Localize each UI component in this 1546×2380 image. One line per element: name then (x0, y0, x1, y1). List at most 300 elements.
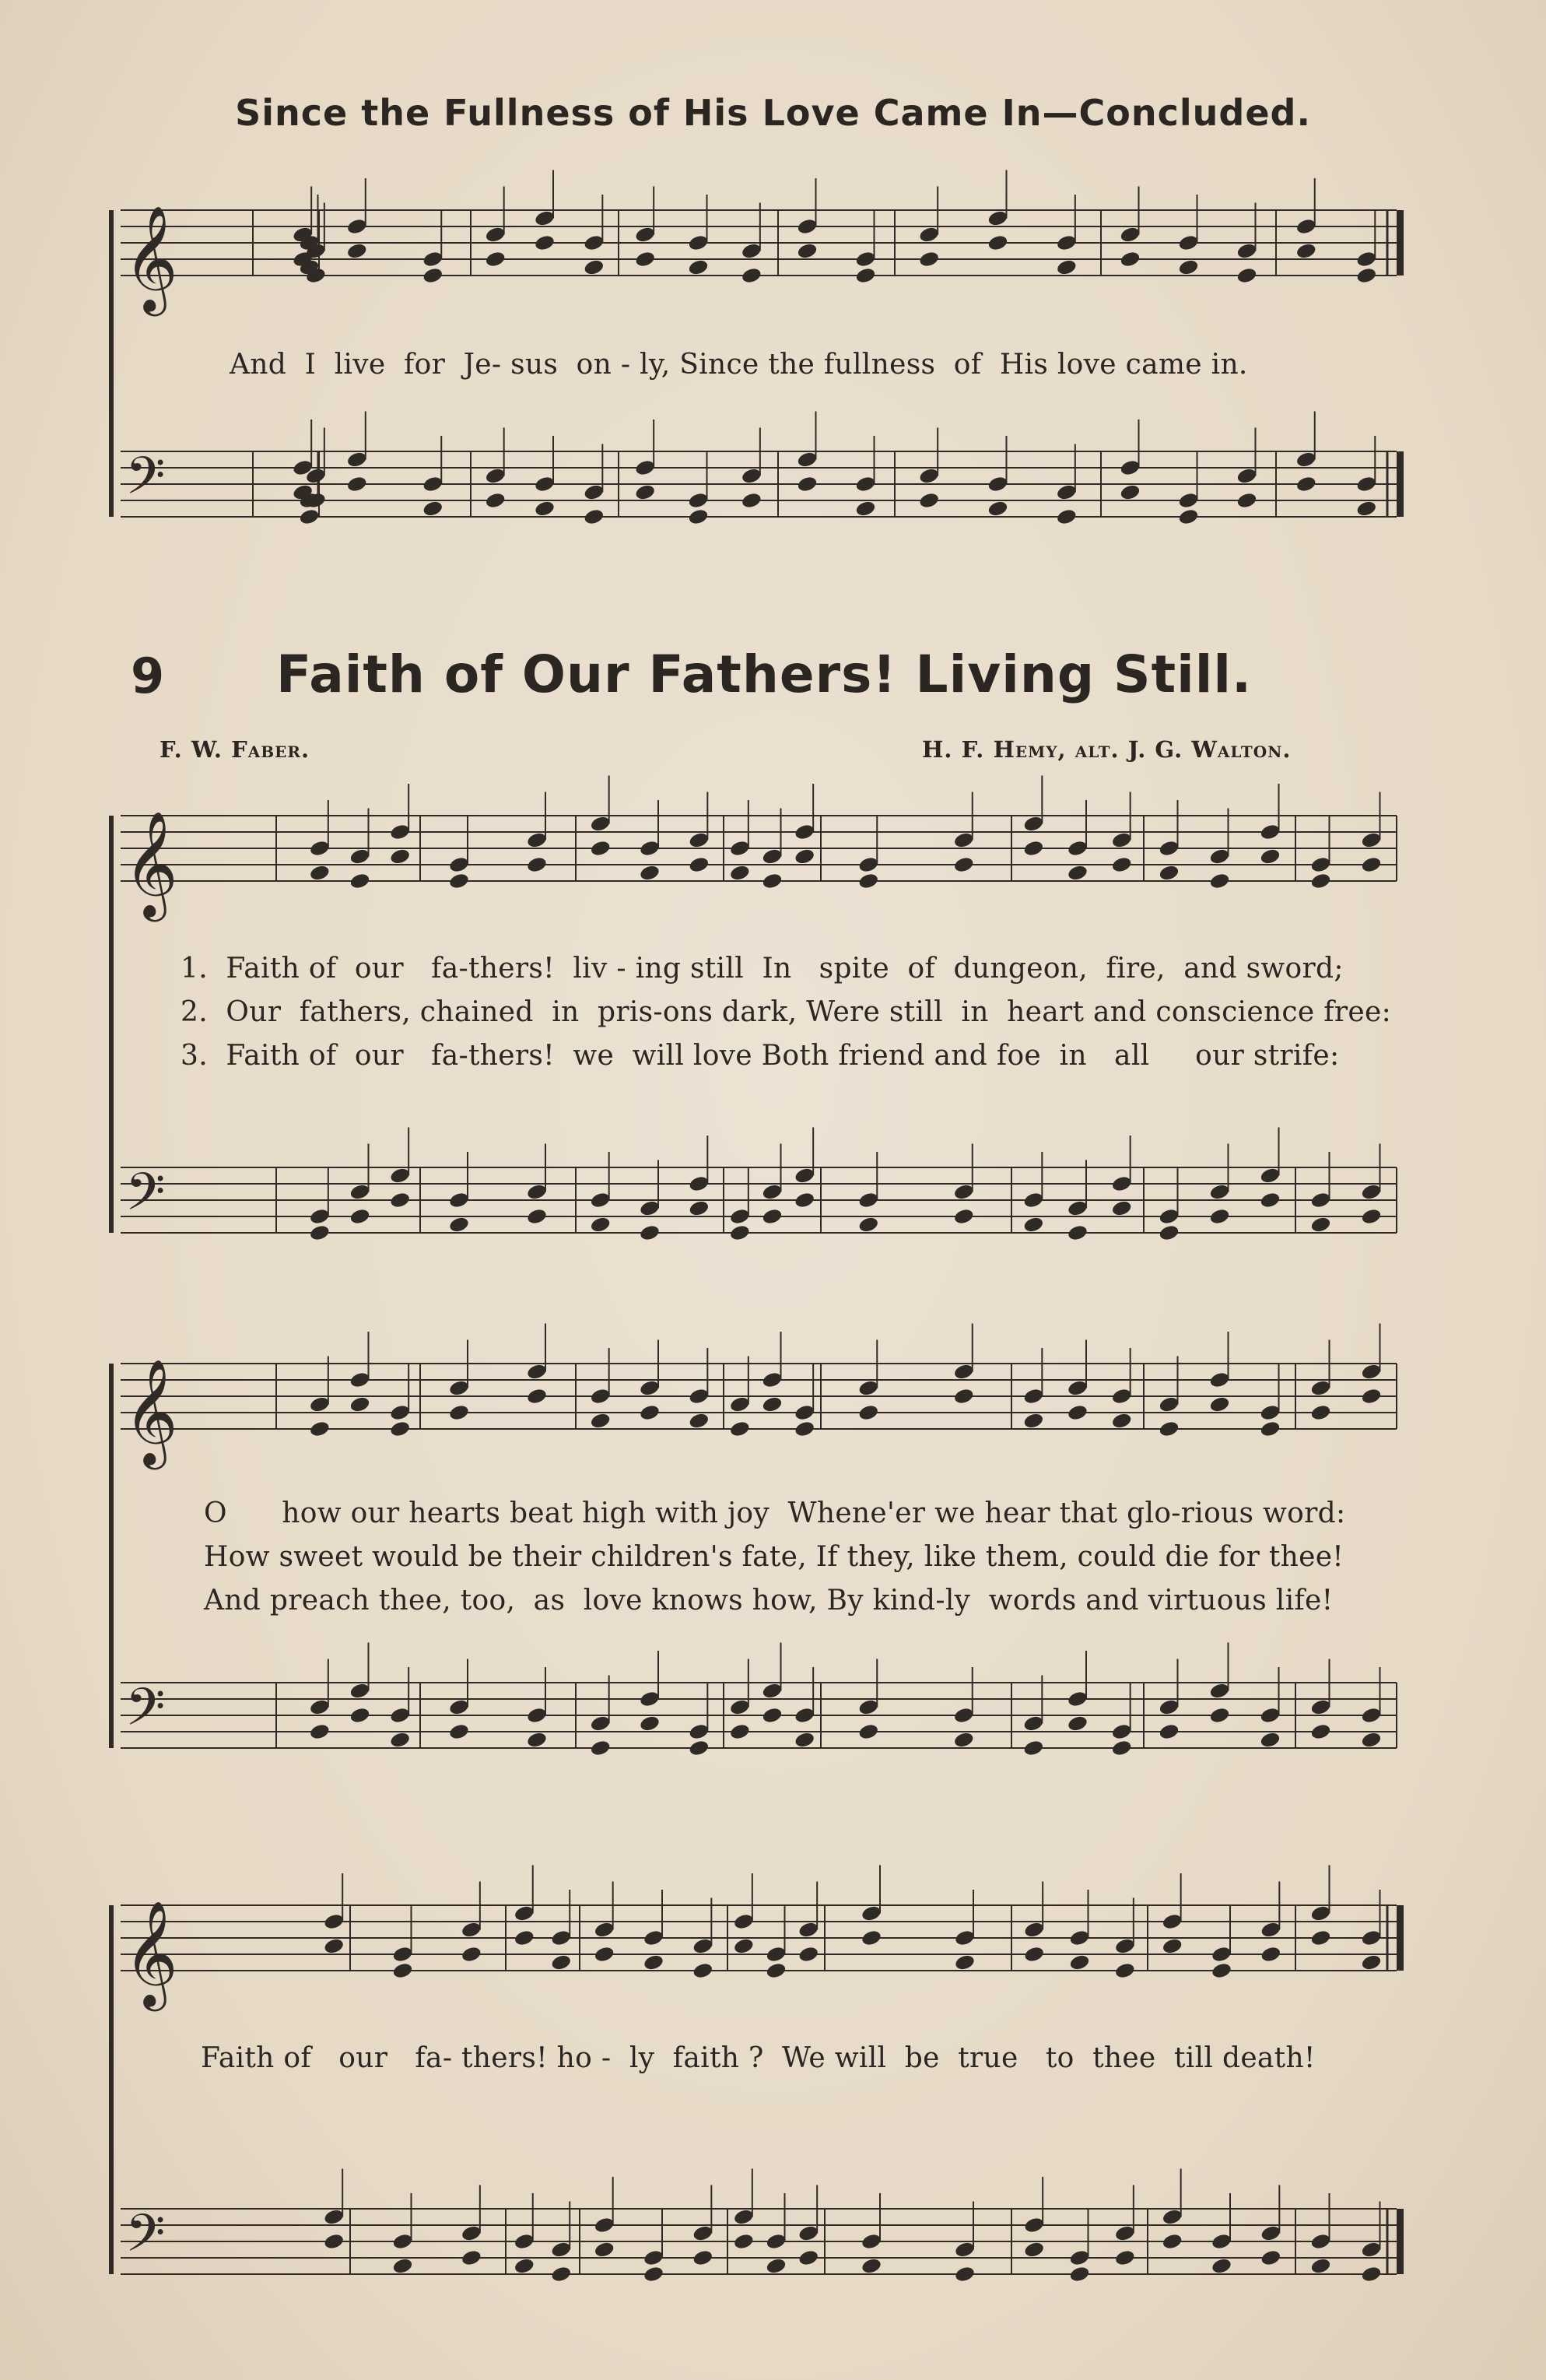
system-2-bass-note (526, 1207, 548, 1225)
system-4-treble-note (594, 1945, 615, 1963)
system-4-treble-note (1068, 1929, 1090, 1946)
system-2-bass-note (1360, 1207, 1382, 1225)
system-1-treble-note (1119, 250, 1141, 268)
system-1-bass-note (1056, 507, 1078, 525)
system-3-treble-note (1360, 1363, 1382, 1381)
system-2-bass-note (794, 1191, 815, 1209)
system-3-treble-note (1309, 1379, 1331, 1397)
system-1-bass-note (534, 500, 556, 518)
system-2-treble-note (1309, 855, 1331, 873)
system-3-bass-note (857, 1698, 879, 1716)
system-2-treble-note (857, 855, 879, 873)
system-2-bass-note (857, 1216, 879, 1234)
system-1-bass-note (1119, 458, 1141, 476)
system-2-treble-note (1259, 848, 1281, 865)
system-2-bass-note (590, 1216, 612, 1234)
system-1-bass-note (796, 451, 818, 469)
system-2-bass-note (448, 1216, 470, 1234)
system-1-bass-clef: 𝄢 (125, 446, 166, 518)
system-2-bass-note (1022, 1191, 1044, 1209)
system-1-treble-note (583, 258, 605, 276)
system-3-treble-note (389, 1403, 411, 1421)
system-3-treble-note (688, 1412, 710, 1430)
system-4-treble-note (391, 1945, 413, 1963)
system-3-treble-note (794, 1420, 815, 1437)
system-3-treble-note (389, 1420, 411, 1437)
music-credit: H. F. Hemy, alt. J. G. Walton. (922, 736, 1292, 763)
system-1-bass-note (918, 467, 940, 485)
system-4-bass-note (798, 2248, 819, 2266)
system-4-treble-note (1360, 1953, 1382, 1971)
system-1-treble-note (687, 258, 709, 276)
system-4-bass-note (1260, 2248, 1281, 2266)
system-1-treble-note (1177, 233, 1199, 251)
system-4-bass-note (733, 2208, 755, 2226)
system-4-treble-note (861, 1929, 882, 1946)
system-3-bass-note (1158, 1698, 1180, 1716)
system-3-bass-note (1208, 1682, 1230, 1700)
system-4-treble-note (514, 1929, 535, 1946)
system-3-treble-note (1360, 1387, 1382, 1405)
system-3-treble-note (1259, 1420, 1281, 1437)
system-4-bass-note (643, 2265, 664, 2283)
system-4-bass-note (514, 2257, 535, 2275)
system-2-treble-note (1111, 855, 1133, 873)
system-4-bass-note (1068, 2248, 1090, 2266)
system-4-treble-note (798, 1921, 819, 1939)
system-3-bass-note (389, 1706, 411, 1724)
system-4-bass-note (1023, 2241, 1045, 2259)
system-3-treble-note (590, 1387, 612, 1405)
system-2-bass-note (1208, 1207, 1230, 1225)
system-3-treble-note (1158, 1420, 1180, 1437)
system-2-treble-note (639, 839, 661, 857)
system-4-treble-note (323, 1912, 345, 1930)
system-2-bass-note (389, 1167, 411, 1185)
system-3-bass-note (1208, 1706, 1230, 1724)
system-3-bass-note (1067, 1690, 1089, 1708)
system-4-bass-note (1360, 2241, 1382, 2259)
system-1-treble-note (918, 250, 940, 268)
system-4-treble-note (954, 1929, 976, 1946)
system-4-treble-note (514, 1904, 535, 1922)
system-2-treble-note (309, 839, 331, 857)
system-4-treble-note (1162, 1937, 1183, 1955)
system-4-treble-note (1260, 1921, 1281, 1939)
system-2-bass-note (590, 1191, 612, 1209)
system-2-treble-note (309, 864, 331, 882)
system-3-bass-note (526, 1706, 548, 1724)
system-3-treble-note (1309, 1403, 1331, 1421)
system-4-treble-note (643, 1929, 664, 1946)
system-2-treble-note (1067, 839, 1089, 857)
system-1-treble-note (1177, 258, 1199, 276)
lyric-line: O how our hearts beat high with joy Whene'er we hear that glo-rious word: (204, 1497, 1346, 1529)
system-1-bass-note (346, 475, 368, 493)
system-2-bass-note (1067, 1199, 1089, 1217)
system-2-bass-note (389, 1191, 411, 1209)
system-3-bass-note (1360, 1731, 1382, 1749)
system-2-treble-note (639, 864, 661, 882)
system-4-bass-note (1162, 2208, 1183, 2226)
system-1-bass-note (687, 507, 709, 525)
system-4-bass-note (594, 2216, 615, 2234)
system-3-bass-note (639, 1715, 661, 1732)
system-2-treble-clef: 𝄞 (124, 809, 178, 917)
system-3-treble-note (857, 1379, 879, 1397)
system-4-bass-note (323, 2232, 345, 2250)
system-4-bass-clef: 𝄢 (125, 2203, 166, 2276)
system-2-treble-note (857, 872, 879, 890)
system-1-bass-note (346, 451, 368, 469)
system-3-bass-note (1309, 1722, 1331, 1740)
system-4-bass-thick-barline (1397, 2209, 1404, 2274)
system-2-bass-note (349, 1207, 370, 1225)
system-1-bass-note (1177, 507, 1199, 525)
system-1-treble-note (583, 233, 605, 251)
system-2-bass-clef: 𝄢 (125, 1162, 166, 1234)
system-4-treble-note (550, 1929, 572, 1946)
system-4-treble-note (1211, 1961, 1232, 1979)
system-1-bass-note (1119, 483, 1141, 501)
system-4-treble-note (1309, 1929, 1331, 1946)
system-4-treble-note (692, 1961, 713, 1979)
lyric-line: 2. Our fathers, chained in pris-ons dark, Were still in heart and conscience free: (181, 996, 1392, 1028)
system-2-system-bracket (109, 816, 114, 1233)
system-3-bass-note (526, 1731, 548, 1749)
system-4-bass-note (1114, 2248, 1136, 2266)
system-4-treble-note (1023, 1921, 1045, 1939)
system-2-bass-note (1022, 1216, 1044, 1234)
system-1-treble-note (1236, 242, 1257, 260)
system-3-treble-note (1208, 1395, 1230, 1413)
system-4-treble-note (861, 1904, 882, 1922)
system-3-treble-note (309, 1395, 331, 1413)
system-4-bass-note (861, 2257, 882, 2275)
system-4-treble-note (323, 1937, 345, 1955)
system-2-treble-note (349, 872, 370, 890)
system-4-treble-note (550, 1953, 572, 1971)
system-4-bass-note (391, 2232, 413, 2250)
system-4-bass-note (692, 2224, 713, 2242)
system-3-treble-note (1022, 1412, 1044, 1430)
system-4-bass-note (861, 2232, 882, 2250)
system-3-bass-note (1259, 1706, 1281, 1724)
system-1-bass-note (1295, 475, 1317, 493)
system-4-treble-note (1068, 1953, 1090, 1971)
system-4-bass-note (733, 2232, 755, 2250)
system-4-treble-note (765, 1961, 787, 1979)
system-3-bass-note (1158, 1722, 1180, 1740)
system-3-bass-note (1111, 1722, 1133, 1740)
system-1-treble-note (422, 266, 443, 284)
system-1-treble-note (634, 226, 656, 244)
system-3-bass-note (688, 1739, 710, 1757)
system-1-treble-note (346, 217, 368, 235)
system-2-treble-note (1111, 831, 1133, 849)
system-3-treble-note (1067, 1403, 1089, 1421)
system-4-bass-note (643, 2248, 664, 2266)
system-4-bass-note (594, 2241, 615, 2259)
system-1-bass-note (534, 475, 556, 493)
system-1-treble-note (534, 209, 556, 227)
system-3-bass-note (794, 1731, 815, 1749)
system-3-treble-note (448, 1403, 470, 1421)
system-2-treble-note (761, 872, 783, 890)
system-2-treble-note (1309, 872, 1331, 890)
system-1-treble-note (687, 233, 709, 251)
system-1-treble-note (1295, 217, 1317, 235)
system-4-bass-note (391, 2257, 413, 2275)
system-4-bass-note (1309, 2232, 1331, 2250)
system-1-bass-note (1236, 491, 1257, 509)
system-3-treble-note (349, 1395, 370, 1413)
system-2-treble-note (953, 855, 975, 873)
system-3-treble-note (639, 1403, 661, 1421)
system-2-bass-note (1259, 1191, 1281, 1209)
system-3-bass-note (1022, 1715, 1044, 1732)
system-1-bass-note (1177, 491, 1199, 509)
system-3-treble-note (590, 1412, 612, 1430)
system-1-treble-note (918, 226, 940, 244)
system-2-bass-note (1111, 1199, 1133, 1217)
system-4-bass-note (1068, 2265, 1090, 2283)
system-3-bass-note (688, 1722, 710, 1740)
system-3-bass-note (953, 1706, 975, 1724)
system-3-treble-note (857, 1403, 879, 1421)
system-3-treble-note (1158, 1395, 1180, 1413)
system-4-treble-note (954, 1953, 976, 1971)
system-2-bass-note (1158, 1223, 1180, 1241)
system-3-bass-note (389, 1731, 411, 1749)
system-1-bass-note (583, 483, 605, 501)
system-2-bass-note (309, 1223, 331, 1241)
system-1-bass-note (634, 483, 656, 501)
system-2-treble-note (389, 848, 411, 865)
system-2-bass-note (761, 1183, 783, 1201)
system-1-bass-note (687, 491, 709, 509)
system-4-bass-note (461, 2248, 482, 2266)
system-2-treble-note (953, 831, 975, 849)
system-2-treble-note (590, 815, 612, 833)
system-2-bass-note (1158, 1207, 1180, 1225)
lyric-line: 3. Faith of our fa-thers! we will love Both friend and foe in all our strife: (181, 1040, 1340, 1072)
system-1-bass-note (854, 475, 876, 493)
system-3-treble-note (526, 1363, 548, 1381)
system-2-bass-note (526, 1183, 548, 1201)
system-1-treble-note (741, 266, 762, 284)
system-4-treble-note (1260, 1945, 1281, 1963)
system-1-treble-note (796, 242, 818, 260)
system-4-system-bracket (109, 1905, 114, 2274)
system-4-treble-note (1114, 1961, 1136, 1979)
system-3-bass-note (309, 1698, 331, 1716)
lyric-line: And I live for Je- sus on - ly, Since the fullness of His love came in. (230, 349, 1248, 381)
system-4-bass-note (692, 2248, 713, 2266)
system-2-bass-note (448, 1191, 470, 1209)
system-2-bass-note (688, 1199, 710, 1217)
system-1-bass-note (634, 458, 656, 476)
system-2-bass-note (761, 1207, 783, 1225)
system-1-treble-note (854, 250, 876, 268)
system-2-bass-note (794, 1167, 815, 1185)
system-2-treble-note (794, 823, 815, 841)
lyric-line: 1. Faith of our fa-thers! liv - ing still In spite of dungeon, fire, and sword; (181, 953, 1344, 985)
system-4-bass-note (1360, 2265, 1382, 2283)
system-2-treble-note (1360, 855, 1382, 873)
system-1-treble-note (1355, 250, 1377, 268)
system-1-treble-note (1355, 266, 1377, 284)
system-1-bass-note (298, 507, 320, 525)
system-1-system-bracket (109, 210, 114, 517)
system-3-bass-note (761, 1682, 783, 1700)
system-3-treble-note (1208, 1371, 1230, 1388)
system-4-bass-note (1211, 2232, 1232, 2250)
system-4-treble-note (733, 1937, 755, 1955)
system-2-bass-note (857, 1191, 879, 1209)
system-1-bass-note (1056, 483, 1078, 501)
system-2-treble-note (1158, 864, 1180, 882)
system-4-treble-clef: 𝄞 (124, 1899, 178, 2006)
system-1-treble-note (1236, 266, 1257, 284)
system-3-bass-note (309, 1722, 331, 1740)
system-4-treble-note (461, 1921, 482, 1939)
system-2-treble-note (794, 848, 815, 865)
system-2-treble-note (448, 872, 470, 890)
system-4-treble-note (692, 1937, 713, 1955)
system-1-bass-note (1295, 451, 1317, 469)
system-3-bass-clef: 𝄢 (125, 1677, 166, 1750)
system-4-treble-note (643, 1953, 664, 1971)
system-2-treble-note (448, 855, 470, 873)
system-2-treble-note (526, 855, 548, 873)
system-2-bass-note (1111, 1174, 1133, 1192)
system-3-bass-note (794, 1706, 815, 1724)
system-2-treble-note (1259, 823, 1281, 841)
system-3-treble-note (448, 1379, 470, 1397)
system-3-bass-note (448, 1698, 470, 1716)
system-2-treble-note (1067, 864, 1089, 882)
system-1-bass-note (987, 475, 1008, 493)
system-2-bass-note (309, 1207, 331, 1225)
system-1-treble-note (422, 250, 443, 268)
system-4-treble-note (1162, 1912, 1183, 1930)
system-3-bass-note (448, 1722, 470, 1740)
system-4-bass-note (765, 2232, 787, 2250)
system-2-treble-note (1208, 848, 1230, 865)
system-1-bass-note (422, 475, 443, 493)
system-2-treble-note (688, 831, 710, 849)
system-4-bass-note (550, 2265, 572, 2283)
system-4-treble-note (765, 1945, 787, 1963)
system-2-treble-note (1022, 839, 1044, 857)
system-3-treble-note (729, 1395, 751, 1413)
system-2-bass-note (953, 1207, 975, 1225)
system-3-treble-clef: 𝄞 (124, 1357, 178, 1465)
system-4-bass-note (461, 2224, 482, 2242)
system-3-treble-note (1111, 1387, 1133, 1405)
system-1-treble-note (987, 209, 1008, 227)
system-1-treble-note (987, 233, 1008, 251)
system-2-treble-note (526, 831, 548, 849)
system-3-bass-note (1309, 1698, 1331, 1716)
system-4-treble-note (1114, 1937, 1136, 1955)
system-1-treble-note (854, 266, 876, 284)
system-4-bass-note (798, 2224, 819, 2242)
system-3-treble-note (953, 1387, 975, 1405)
system-4-bass-note (550, 2241, 572, 2259)
system-4-treble-note (1211, 1945, 1232, 1963)
system-3-bass-note (1022, 1739, 1044, 1757)
system-4-bass-note (1162, 2232, 1183, 2250)
system-2-bass-note (688, 1174, 710, 1192)
system-3-system-bracket (109, 1364, 114, 1748)
system-3-treble-note (526, 1387, 548, 1405)
system-1-bass-note (796, 475, 818, 493)
system-1-treble-note (534, 233, 556, 251)
system-4-treble-note (1360, 1929, 1382, 1946)
system-2-treble-note (349, 848, 370, 865)
system-4-treble-thick-barline (1397, 1905, 1404, 1971)
system-4-bass-note (1309, 2257, 1331, 2275)
system-1-bass-note (854, 500, 876, 518)
system-2-bass-note (729, 1223, 751, 1241)
system-3-treble-note (1067, 1379, 1089, 1397)
system-2-treble-note (1360, 831, 1382, 849)
system-2-treble-note (729, 864, 751, 882)
system-1-treble-note (796, 217, 818, 235)
system-3-treble-note (729, 1420, 751, 1437)
system-2-bass-note (1309, 1216, 1331, 1234)
system-1-treble-clef: 𝄞 (124, 204, 178, 311)
system-4-bass-note (954, 2241, 976, 2259)
system-4-bass-note (1211, 2257, 1232, 2275)
system-2-treble-note (1022, 815, 1044, 833)
system-2-bass-note (639, 1199, 661, 1217)
system-1-bass-note (741, 491, 762, 509)
system-3-bass-note (1259, 1731, 1281, 1749)
system-4-treble-note (461, 1945, 482, 1963)
system-1-treble-note (485, 250, 507, 268)
system-1-treble-note (741, 242, 762, 260)
system-1-bass-note (422, 500, 443, 518)
system-3-bass-note (857, 1722, 879, 1740)
system-2-bass-note (639, 1223, 661, 1241)
system-1-treble-thick-barline (1397, 210, 1404, 276)
system-1-bass-note (918, 491, 940, 509)
hymn-title: Faith of Our Fathers! Living Still. (276, 644, 1253, 704)
system-2-bass-note (1259, 1167, 1281, 1185)
system-2-bass-note (1208, 1183, 1230, 1201)
system-4-bass-note (1114, 2224, 1136, 2242)
system-3-treble-note (349, 1371, 370, 1388)
system-2-bass-note (729, 1207, 751, 1225)
system-3-treble-note (639, 1379, 661, 1397)
system-3-bass-note (349, 1706, 370, 1724)
system-3-bass-note (761, 1706, 783, 1724)
system-3-treble-note (761, 1371, 783, 1388)
system-1-bass-note (485, 491, 507, 509)
continuation-title: Since the Fullness of His Love Came In—Concluded. (235, 92, 1311, 134)
system-3-treble-note (688, 1387, 710, 1405)
system-2-treble-note (590, 839, 612, 857)
system-1-treble-note (1295, 242, 1317, 260)
system-3-bass-note (729, 1722, 751, 1740)
system-2-treble-note (688, 855, 710, 873)
system-4-treble-note (798, 1945, 819, 1963)
system-1-bass-note (1355, 500, 1377, 518)
system-2-treble-note (1158, 839, 1180, 857)
